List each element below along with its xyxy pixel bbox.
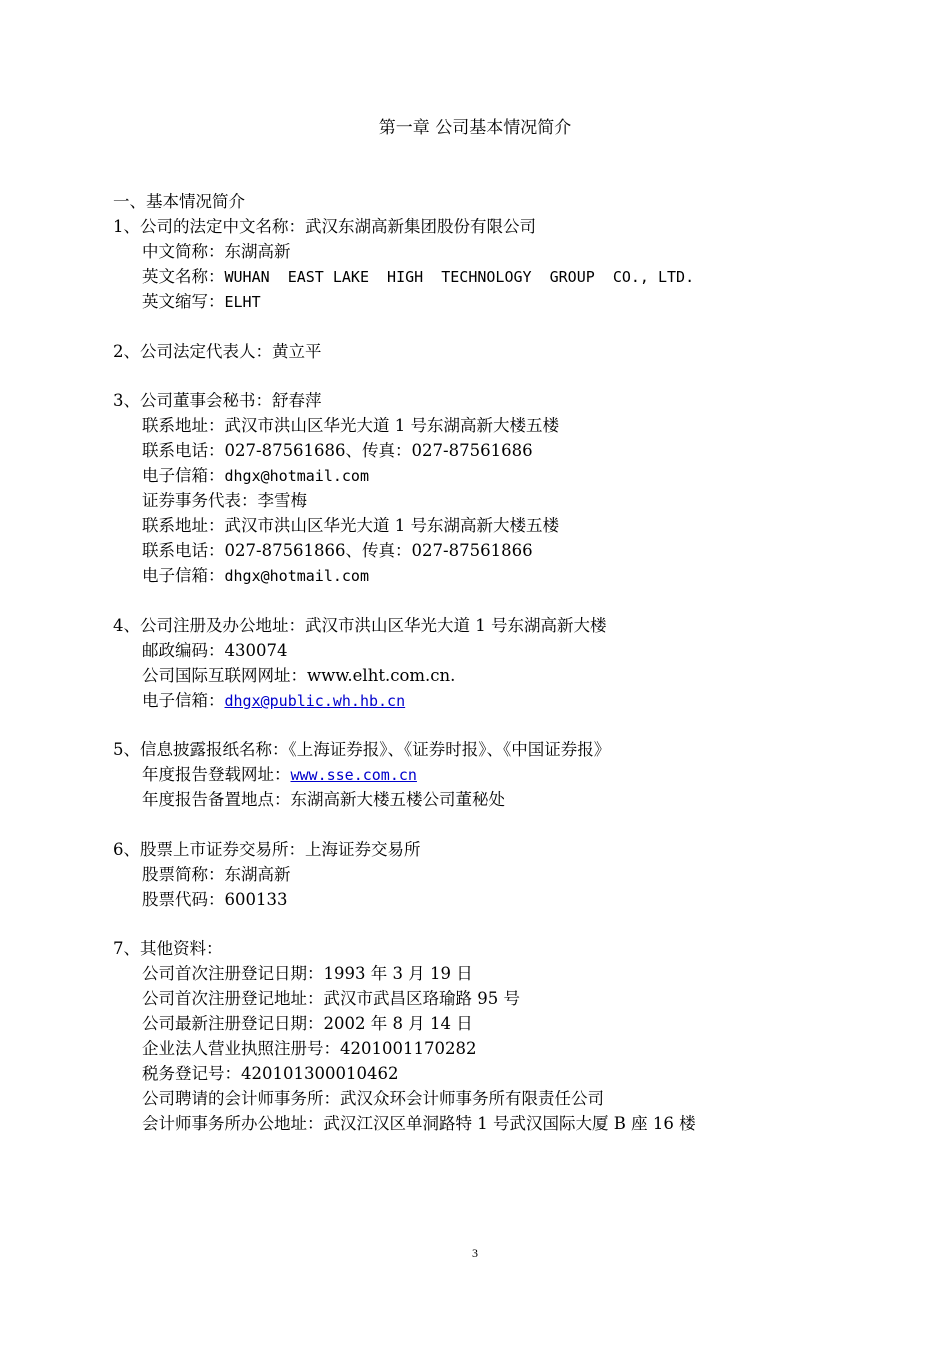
first-registration-date: 公司首次注册登记日期：1993 年 3 月 19 日 <box>142 964 473 983</box>
secretary-email: dhgx@hotmail.com <box>224 467 369 485</box>
short-name-cn: 中文简称：东湖高新 <box>142 242 291 261</box>
company-email-link[interactable]: dhgx@public.wh.hb.cn <box>224 692 406 710</box>
english-abbr: ELHT <box>224 293 261 311</box>
company-website: 公司国际互联网网址：www.elht.com.cn. <box>142 666 456 685</box>
stock-code: 股票代码：600133 <box>142 890 288 909</box>
rep-email-label: 电子信箱： <box>142 566 225 585</box>
postal-code: 邮政编码：430074 <box>142 641 288 660</box>
page-title: 第一章 公司基本情况简介 <box>378 118 572 138</box>
item-3-heading: 3、公司董事会秘书：舒春萍 <box>113 391 322 410</box>
item-5-heading: 5、信息披露报纸名称：《上海证券报》、《证券时报》、《中国证券报》 <box>113 740 611 759</box>
english-name: WUHAN EAST LAKE HIGH TECHNOLOGY GROUP CO., LTD. <box>224 268 695 286</box>
report-site-label: 年度报告登载网址： <box>142 765 291 784</box>
english-name-label: 英文名称： <box>142 267 225 286</box>
item-4-heading: 4、公司注册及办公地址：武汉市洪山区华光大道 1 号东湖高新大楼 <box>113 616 607 635</box>
secretary-address: 联系地址：武汉市洪山区华光大道 1 号东湖高新大楼五楼 <box>142 416 559 435</box>
item-7-heading: 7、其他资料： <box>113 939 223 958</box>
rep-email: dhgx@hotmail.com <box>224 567 369 585</box>
secretary-phone: 联系电话：027-87561686、传真：027-87561686 <box>142 441 533 460</box>
securities-rep: 证券事务代表：李雪梅 <box>142 491 307 510</box>
tax-registration-number: 税务登记号：420101300010462 <box>142 1064 399 1083</box>
secretary-email-label: 电子信箱： <box>142 466 225 485</box>
item-1-heading: 1、公司的法定中文名称：武汉东湖高新集团股份有限公司 <box>113 217 536 236</box>
report-site-link[interactable]: www.sse.com.cn <box>290 766 417 784</box>
first-registration-address: 公司首次注册登记地址：武汉市武昌区珞瑜路 95 号 <box>142 989 520 1008</box>
item-6-heading: 6、股票上市证券交易所：上海证券交易所 <box>113 840 421 859</box>
rep-email-line <box>142 566 369 586</box>
company-email-line <box>142 691 405 711</box>
company-email-label: 电子信箱： <box>142 691 225 710</box>
report-site-line <box>142 765 417 785</box>
latest-registration-date: 公司最新注册登记日期：2002 年 8 月 14 日 <box>142 1014 473 1033</box>
business-license-number: 企业法人营业执照注册号：4201001170282 <box>142 1039 477 1058</box>
english-abbr-label: 英文缩写： <box>142 292 225 311</box>
accounting-firm: 公司聘请的会计师事务所：武汉众环会计师事务所有限责任公司 <box>142 1089 604 1108</box>
rep-address: 联系地址：武汉市洪山区华光大道 1 号东湖高新大楼五楼 <box>142 516 559 535</box>
report-place: 年度报告备置地点：东湖高新大楼五楼公司董秘处 <box>142 790 505 809</box>
accounting-firm-address: 会计师事务所办公地址：武汉江汉区单洞路特 1 号武汉国际大厦 B 座 16 楼 <box>142 1114 696 1133</box>
english-name-line <box>142 267 694 287</box>
rep-phone: 联系电话：027-87561866、传真：027-87561866 <box>142 541 533 560</box>
item-2-heading: 2、公司法定代表人：黄立平 <box>113 342 322 361</box>
english-abbr-line <box>142 292 261 312</box>
section-heading: 一、基本情况简介 <box>113 192 245 211</box>
secretary-email-line <box>142 466 369 486</box>
stock-short-name: 股票简称：东湖高新 <box>142 865 291 884</box>
page-number: 3 <box>472 1246 478 1260</box>
